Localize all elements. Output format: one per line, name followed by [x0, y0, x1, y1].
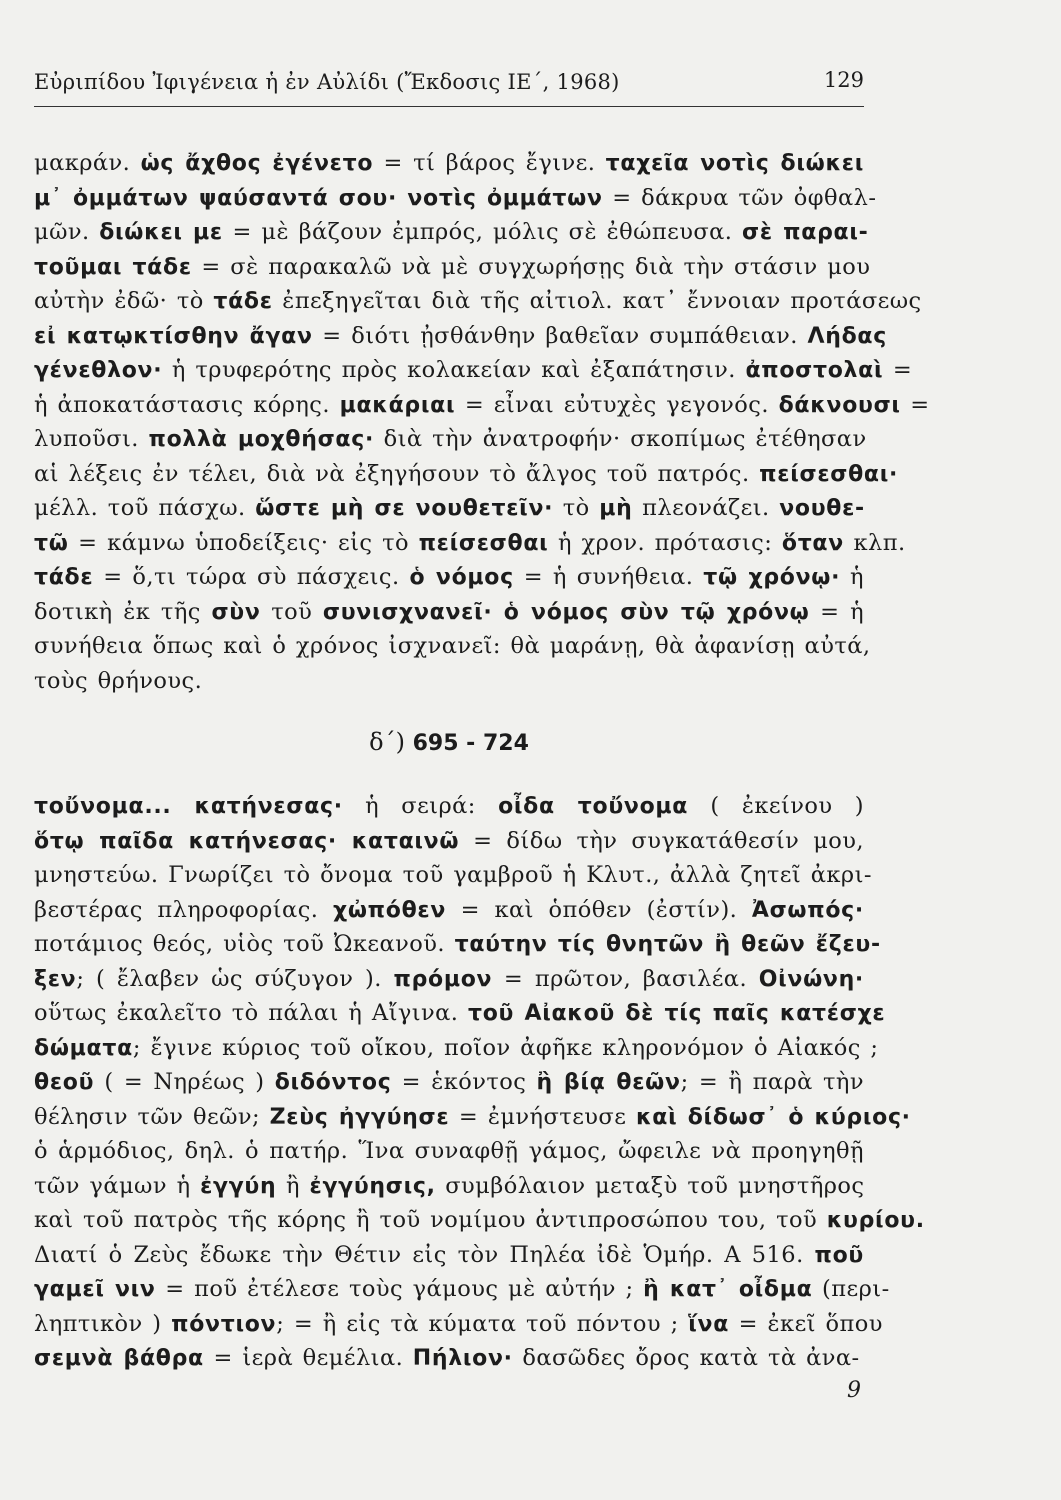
- text-line: [34, 422, 867, 457]
- lemma: τοὔνομα... κατήνεσας·: [34, 794, 343, 819]
- text-line: [34, 927, 881, 962]
- gloss: συμβόλαιον μεταξὺ τοῦ μνηστῆρος: [435, 1172, 865, 1199]
- gloss: = κάμνω ὑποδείξεις· εἰς τὸ: [68, 529, 419, 556]
- text-line: [34, 1134, 864, 1169]
- gloss: ; ἔγινε κύριος τοῦ οἴκου, ποῖον ἀφῆκε κληρονόμον ὁ Αἰακός ;: [132, 1034, 879, 1061]
- text-line: [34, 1272, 890, 1307]
- gloss: ; ( ἔλαβεν ὡς σύζυγον ).: [76, 965, 394, 992]
- gloss: = εἶναι εὐτυχὲς γεγονός.: [455, 391, 779, 418]
- gloss: = καὶ ὁπόθεν (ἐστίν).: [446, 896, 752, 923]
- lemma: χὠπόθεν: [332, 897, 447, 923]
- text-line: [34, 1203, 925, 1238]
- text-line: [34, 1169, 864, 1204]
- gloss: ; = ἢ εἰς τὰ κύματα τοῦ πόντου ;: [276, 1310, 689, 1337]
- lemma: πείσεσθαι·: [759, 461, 899, 487]
- lemma: πόντιον: [171, 1311, 277, 1337]
- lemma: κυρίου.: [826, 1208, 925, 1233]
- gloss: ἢ: [276, 1172, 310, 1199]
- lemma: σεμνὰ βάθρα: [34, 1346, 204, 1371]
- lemma: ὅταν: [781, 530, 844, 556]
- text-line: [34, 893, 864, 928]
- lemma: Ζεὺς ἠγγύησε: [269, 1104, 450, 1130]
- page-number: 129: [823, 68, 864, 92]
- running-title: Εὐριπίδου Ἰφιγένεια ἡ ἐν Αὐλίδι (Ἔκδοσις ΙΕ΄, 1968): [34, 70, 620, 94]
- gloss: ἡ χρον. πρότασις:: [548, 529, 782, 556]
- lemma: μακάριαι: [339, 392, 456, 418]
- lemma: τάδε: [213, 289, 273, 314]
- gloss: ἡ ἀποκατάστασις κόρης.: [34, 391, 340, 418]
- lemma: νουθε-: [779, 496, 865, 521]
- text-line: [34, 250, 871, 285]
- text-line: [34, 146, 864, 181]
- gloss: ἐπεξηγεῖται διὰ τῆς αἰτιολ. κατ᾽ ἔννοιαν προτάσεως: [272, 288, 922, 314]
- text-line: [34, 629, 871, 664]
- gloss: = διότι ᾐσθάνθην βαθεῖαν συμπάθειαν.: [312, 322, 808, 349]
- text-line: [34, 996, 886, 1031]
- gloss: = ἐκεῖ ὅπου: [729, 1310, 883, 1337]
- text-line: [34, 858, 872, 893]
- printer-signature: 9: [847, 1378, 861, 1403]
- gloss: = δίδω τὴν συγκατάθεσίν μου,: [459, 827, 864, 854]
- lemma: πολλὰ μοχθήσας·: [148, 427, 375, 452]
- gloss: ( = Νηρέως ): [94, 1069, 275, 1095]
- lemma: καὶ δίδωσ᾽ ὁ κύριος·: [635, 1104, 911, 1130]
- lemma: Πήλιον·: [412, 1346, 513, 1371]
- lemma: Οἰνώνη·: [758, 966, 864, 992]
- running-header: [34, 66, 864, 107]
- lemma: Λήδας: [807, 323, 887, 349]
- text-line: [34, 1238, 864, 1273]
- gloss: =: [883, 357, 913, 383]
- lemma: τοῦμαι τάδε: [34, 254, 192, 280]
- lemma: ἀποστολαὶ: [745, 358, 884, 383]
- lemma: ταχεῖα νοτὶς διώκει: [605, 151, 865, 176]
- text-line: [34, 457, 899, 492]
- text-line: [34, 181, 877, 216]
- gloss: ἡ σειρά:: [342, 793, 499, 819]
- gloss: ποτάμιος θεός, υἱὸς τοῦ Ὠκεανοῦ.: [34, 931, 455, 957]
- text-line: [34, 388, 930, 423]
- gloss: αὐτὴν ἐδῶ· τὸ: [34, 288, 214, 314]
- lemma: δώματα: [34, 1035, 133, 1061]
- gloss: = ἑκόντος: [391, 1069, 537, 1095]
- gloss: = τί βάρος ἔγινε.: [373, 150, 606, 176]
- gloss: δασῶδες ὄρος κατὰ τὰ ἀνα-: [512, 1345, 860, 1371]
- gloss: ἡ τρυφερότης πρὸς κολακείαν καὶ ἐξαπάτησιν.: [162, 357, 746, 383]
- section-label: δ΄): [369, 728, 405, 756]
- lemma: μὴ: [599, 496, 633, 521]
- gloss: ὁ ἁρμόδιος, δηλ. ὁ πατήρ. Ἵνα συναφθῇ γάμος, ὤφειλε νὰ προηγηθῇ: [34, 1138, 864, 1164]
- gloss: μακράν.: [34, 150, 141, 176]
- gloss: βεστέρας πληροφορίας.: [34, 896, 333, 923]
- lemma: τῷ χρόνῳ·: [703, 565, 841, 590]
- gloss: ( ἐκείνου ): [688, 793, 864, 819]
- gloss: συνήθεια ὅπως καὶ ὁ χρόνος ἰσχνανεῖ: θὰ μαράνῃ, θὰ ἀφανίσῃ αὐτά,: [34, 633, 871, 659]
- lemma: πρόμον: [393, 966, 493, 992]
- text-line: [34, 319, 887, 354]
- lemma: Ἀσωπός·: [751, 897, 864, 923]
- text-line: [34, 962, 864, 997]
- gloss: Διατί ὁ Ζεὺς ἔδωκε τὴν Θέτιν εἰς τὸν Πηλέα ἰδὲ Ὁμήρ. Α 516.: [34, 1241, 815, 1268]
- lemma: διδόντος: [274, 1070, 392, 1095]
- lemma: ὅτῳ παῖδα κατήνεσας· καταινῶ: [34, 828, 460, 854]
- lemma: σὲ παραι-: [742, 220, 869, 245]
- gloss: = δάκρυα τῶν ὀφθαλ-: [602, 184, 877, 211]
- gloss: = ἱερὰ θεμέλια.: [203, 1345, 413, 1371]
- gloss: = ποῦ ἐτέλεσε τοὺς γάμους μὲ αὐτήν ;: [155, 1276, 644, 1302]
- gloss: = ἡ: [809, 598, 865, 625]
- gloss: μέλλ. τοῦ πάσχω.: [34, 495, 256, 521]
- lemma: τάδε: [34, 565, 94, 590]
- gloss: κλπ.: [843, 529, 906, 556]
- commentary-block-2: [34, 789, 925, 1376]
- gloss: ληπτικὸν ): [34, 1310, 172, 1337]
- lemma: ἢ βίᾳ θεῶν: [536, 1070, 681, 1095]
- text-line: [34, 824, 864, 859]
- text-line: [34, 789, 864, 824]
- text-line: [34, 595, 864, 630]
- lemma: μ᾽ ὀμμάτων ψαύσαντά σου· νοτὶς ὀμμάτων: [34, 185, 603, 211]
- gloss: οὕτως ἐκαλεῖτο τὸ πάλαι ἡ Αἴγινα.: [34, 1000, 468, 1026]
- gloss: τῶν γάμων ἡ: [34, 1172, 201, 1199]
- gloss: θέλησιν τῶν θεῶν;: [34, 1103, 270, 1130]
- lemma: πείσεσθαι: [418, 530, 549, 556]
- lemma: ποῦ: [814, 1242, 864, 1268]
- gloss: τοὺς θρήνους.: [34, 667, 203, 694]
- section-heading: [34, 728, 864, 756]
- lemma: ἐγγύη: [200, 1173, 277, 1199]
- lemma: ὥστε μὴ σε νουθετεῖν·: [255, 496, 554, 521]
- text-line: [34, 526, 906, 561]
- lemma: ξεν: [34, 966, 77, 992]
- gloss: τὸ: [553, 495, 600, 521]
- text-line: [34, 491, 864, 526]
- text-line: [34, 215, 869, 250]
- lemma: ἐγγύησις,: [309, 1173, 436, 1199]
- lemma: συνισχνανεῖ· ὁ νόμος σὺν τῷ χρόνῳ: [322, 599, 810, 625]
- lemma: τοῦ Αἰακοῦ δὲ τίς παῖς κατέσχε: [468, 1001, 886, 1026]
- gloss: μῶν.: [34, 219, 100, 245]
- gloss: (περι-: [812, 1276, 890, 1302]
- text-line: [34, 1100, 911, 1135]
- gloss: = ὅ,τι τώρα σὺ πάσχεις.: [93, 564, 410, 590]
- lemma: σὺν: [211, 599, 261, 625]
- text-line: [34, 284, 922, 319]
- text-line: [34, 353, 913, 388]
- gloss: = πρῶτον, βασιλέα.: [492, 965, 759, 992]
- gloss: ; = ἢ παρὰ τὴν: [680, 1069, 864, 1095]
- gloss: δοτικὴ ἐκ τῆς: [34, 598, 212, 625]
- text-line: [34, 664, 864, 699]
- gloss: πλεονάζει.: [632, 495, 780, 521]
- gloss: =: [900, 391, 930, 418]
- gloss: = ἐμνήστευσε: [449, 1103, 636, 1130]
- gloss: = μὲ βάζουν ἐμπρός, μόλις σὲ ἐθώπευσα.: [222, 219, 743, 245]
- gloss: λυποῦσι.: [34, 426, 149, 452]
- lemma: οἶδα τοὔνομα: [498, 794, 689, 819]
- gloss: = σὲ παρακαλῶ νὰ μὲ συγχωρήσῃς διὰ τὴν στάσιν μου: [191, 253, 871, 280]
- lemma: ὡς ἄχθος ἐγένετο: [140, 151, 374, 176]
- lemma: τῶ: [34, 530, 69, 556]
- text-line: [34, 1307, 883, 1342]
- lemma: γαμεῖ νιν: [34, 1277, 156, 1302]
- commentary-block-1: [34, 146, 930, 698]
- lemma: δάκνουσι: [778, 392, 901, 418]
- gloss: μνηστεύω. Γνωρίζει τὸ ὄνομα τοῦ γαμβροῦ ἡ Κλυτ., ἀλλὰ ζητεῖ ἀκρι-: [34, 862, 872, 888]
- lemma: θεοῦ: [34, 1070, 95, 1095]
- text-line: [34, 1341, 864, 1376]
- text-line: [34, 1065, 864, 1100]
- gloss: καὶ τοῦ πατρὸς τῆς κόρης ἢ τοῦ νομίμου ἀντιπροσώπου του, τοῦ: [34, 1207, 827, 1233]
- gloss: τοῦ: [260, 598, 323, 625]
- gloss: διὰ τὴν ἀνατροφήν· σκοπίμως ἐτέθησαν: [374, 426, 867, 452]
- lemma: ἵνα: [688, 1311, 730, 1337]
- gloss: αἱ λέξεις ἐν τέλει, διὰ νὰ ἐξηγήσουν τὸ ἄλγος τοῦ πατρός.: [34, 460, 760, 487]
- lemma: ἢ κατ᾽ οἶδμα: [643, 1277, 813, 1302]
- text-line: [34, 560, 864, 595]
- section-verse-range: 695 - 724: [412, 731, 529, 756]
- gloss: = ἡ συνήθεια.: [513, 564, 704, 590]
- lemma: ὁ νόμος: [409, 565, 514, 590]
- gloss: ἡ: [840, 564, 864, 590]
- lemma: ταύτην τίς θνητῶν ἢ θεῶν ἔζευ-: [454, 932, 881, 957]
- text-line: [34, 1031, 879, 1066]
- lemma: γένεθλον·: [34, 358, 163, 383]
- lemma: διώκει με: [99, 220, 223, 245]
- lemma: εἰ κατῳκτίσθην ἄγαν: [34, 323, 313, 349]
